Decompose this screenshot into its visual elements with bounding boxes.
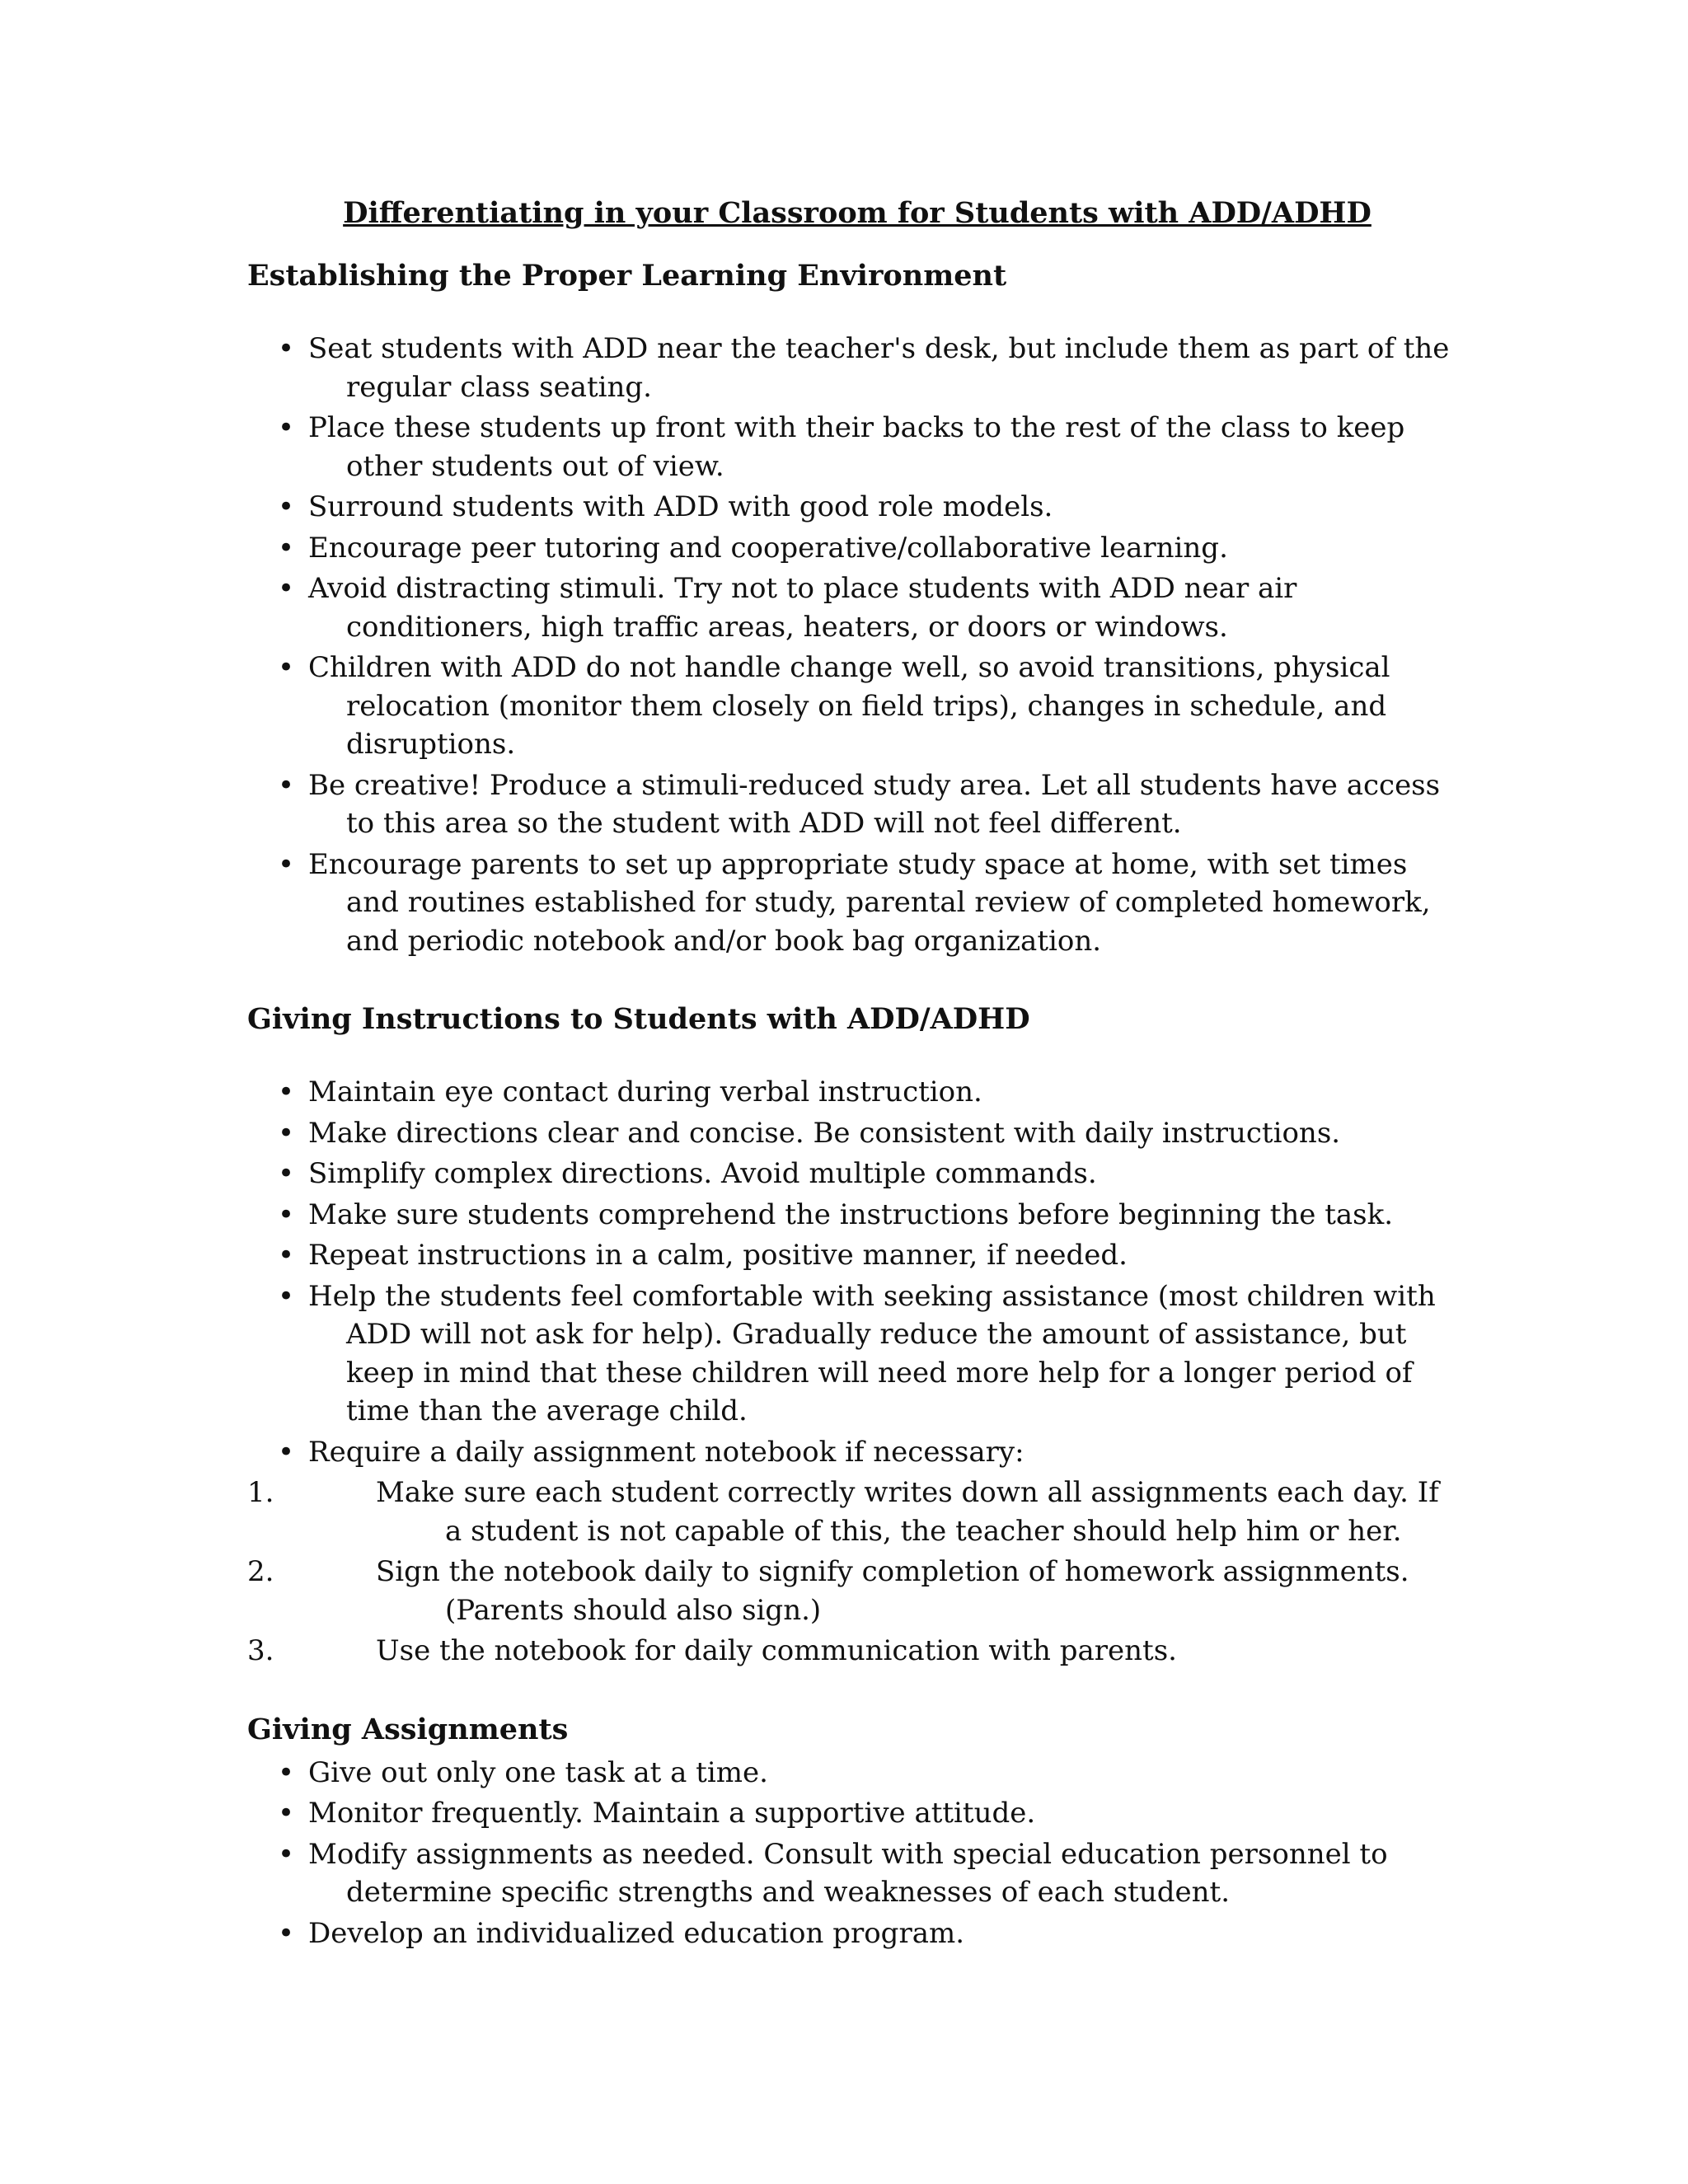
bullet-icon: • [278,651,295,684]
list-item: • Monitor frequently. Maintain a supportive attitude. [247,1794,1451,1833]
list-item: • Be creative! Produce a stimuli-reduced study area. Let all students have access to this area so the student with ADD will not feel different. [247,766,1451,843]
instructions-bullet-list [247,1073,1451,1471]
list-item: • Encourage peer tutoring and cooperative/collaborative learning. [247,529,1451,568]
list-item: • Place these students up front with their backs to the rest of the class to keep other students out of view. [247,409,1451,485]
list-item: • Modify assignments as needed. Consult with special education personnel to determine specific strengths and weaknesses of each student. [247,1835,1451,1912]
assignments-bullet-list [247,1754,1451,1953]
numbered-item: 3. Use the notebook for daily communication with parents. [247,1632,1451,1671]
bullet-icon: • [278,490,295,523]
list-item: • Avoid distracting stimuli. Try not to place students with ADD near air conditioners, high traffic areas, heaters, or doors or windows. [247,569,1451,646]
list-item: • Make directions clear and concise. Be consistent with daily instructions. [247,1114,1451,1153]
environment-bullet-list [247,330,1451,960]
list-item: • Give out only one task at a time. [247,1754,1451,1793]
list-item: • Surround students with ADD with good role models. [247,488,1451,527]
item-number: 2. [247,1555,274,1588]
bullet-icon: • [278,847,295,881]
list-item: • Seat students with ADD near the teacher's desk, but include them as part of the regular class seating. [247,330,1451,406]
bullet-icon: • [278,1197,295,1231]
list-item: • Develop an individualized education program. [247,1915,1451,1953]
bullet-icon: • [278,1435,295,1469]
bullet-icon: • [278,531,295,565]
section-spacer [247,1673,1451,1711]
list-item: • Children with ADD do not handle change well, so avoid transitions, physical relocation (monitor them closely on field trips), changes in schedule, and disruptions. [247,649,1451,764]
list-item: • Encourage parents to set up appropriate study space at home, with set times and routines established for study, parental review of completed homework, and periodic notebook and/or book bag organization. [247,846,1451,961]
notebook-numbered-list [247,1474,1451,1671]
bullet-icon: • [278,572,295,605]
item-number: 3. [247,1634,274,1667]
page-title: Differentiating in your Classroom for Students with ADD/ADHD [343,196,1372,230]
list-item: • Require a daily assignment notebook if necessary: [247,1433,1451,1472]
list-item: • Repeat instructions in a calm, positive manner, if needed. [247,1236,1451,1275]
numbered-item: 2. Sign the notebook daily to signify completion of homework assignments. (Parents should also sign.) [247,1553,1451,1629]
bullet-icon: • [278,332,295,365]
bullet-icon: • [278,1916,295,1950]
bullet-icon: • [278,411,295,444]
bullet-icon: • [278,1755,295,1789]
list-item: • Maintain eye contact during verbal instruction. [247,1073,1451,1112]
list-item: • Make sure students comprehend the instructions before beginning the task. [247,1196,1451,1235]
section-heading-instructions: Giving Instructions to Students with ADD/ADHD [247,1002,1030,1036]
bullet-icon: • [278,1837,295,1871]
bullet-icon: • [278,1279,295,1313]
bullet-icon: • [278,1116,295,1150]
section-heading-environment: Establishing the Proper Learning Environment [247,259,1007,293]
bullet-icon: • [278,1797,295,1830]
section-heading-assignments: Giving Assignments [247,1712,569,1746]
list-item: • Help the students feel comfortable with seeking assistance (most children with ADD will not ask for help). Gradually reduce the amount of assistance, but keep in mind that these children will need more help for a longer period of time than the average child. [247,1277,1451,1431]
list-item: • Simplify complex directions. Avoid multiple commands. [247,1155,1451,1193]
document-page [247,194,1451,1955]
bullet-icon: • [278,1157,295,1190]
section-spacer [247,963,1451,1001]
bullet-icon: • [278,1076,295,1108]
item-number: 1. [247,1476,274,1509]
bullet-icon: • [278,768,295,802]
numbered-item: 1. Make sure each student correctly writes down all assignments each day. If a student is not capable of this, the teacher should help him or her. [247,1474,1451,1550]
bullet-icon: • [278,1239,295,1272]
